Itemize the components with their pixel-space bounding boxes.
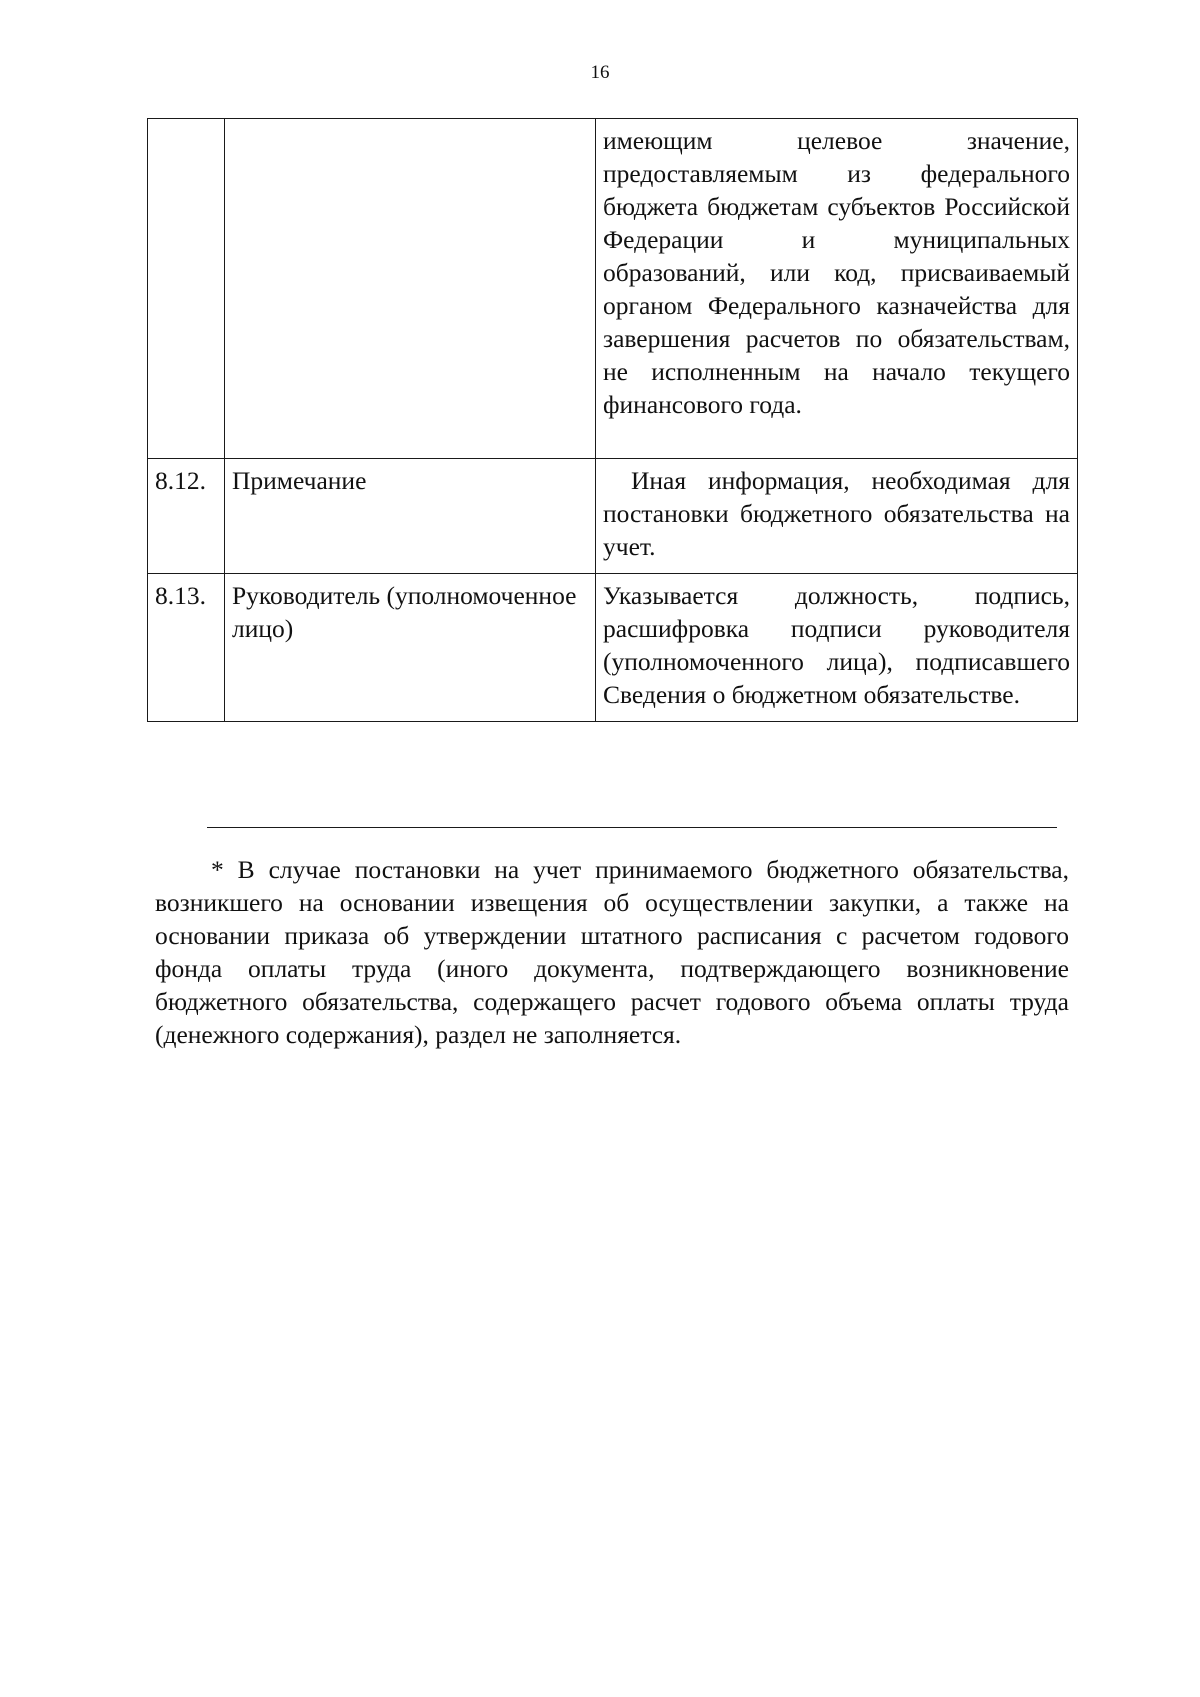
table-row — [148, 119, 1078, 459]
row-description-cell: имеющим целевое значение, предоставляемым из федерального бюджета бюджетам субъектов Российской Федерации и муниципальных образований, или код, присваиваемый органом Федерального казначейства для завершения расчетов по обязательствам, не исполненным на начало текущего финансового года. — [596, 119, 1078, 459]
table-row — [148, 459, 1078, 574]
row-name-cell: Примечание — [225, 459, 596, 574]
page-number: 16 — [590, 62, 610, 83]
footnote-text: * В случае постановки на учет принимаемого бюджетного обязательства, возникшего на основании извещения об осуществлении закупки, а также на основании приказа об утверждении штатного расписания с расчетом годового фонда оплаты труда (иного документа, подтверждающего возникновение бюджетного обязательства, содержащего расчет годового объема оплаты труда (денежного содержания), раздел не заполняется. — [155, 855, 1069, 1049]
footnote-divider — [207, 827, 1057, 828]
requisites-table — [147, 118, 1078, 722]
row-number-cell: 8.13. — [148, 574, 225, 722]
row-name-cell — [225, 119, 596, 459]
row-number-cell — [148, 119, 225, 459]
row-description-cell: Указывается должность, подпись, расшифровка подписи руководителя (уполномоченного лица), подписавшего Сведения о бюджетном обязательстве. — [596, 574, 1078, 722]
row-description-cell: Иная информация, необходимая для постановки бюджетного обязательства на учет. — [596, 459, 1078, 574]
row-name-cell: Руководитель (уполномоченное лицо) — [225, 574, 596, 722]
row-number-cell: 8.12. — [148, 459, 225, 574]
table-row — [148, 574, 1078, 722]
